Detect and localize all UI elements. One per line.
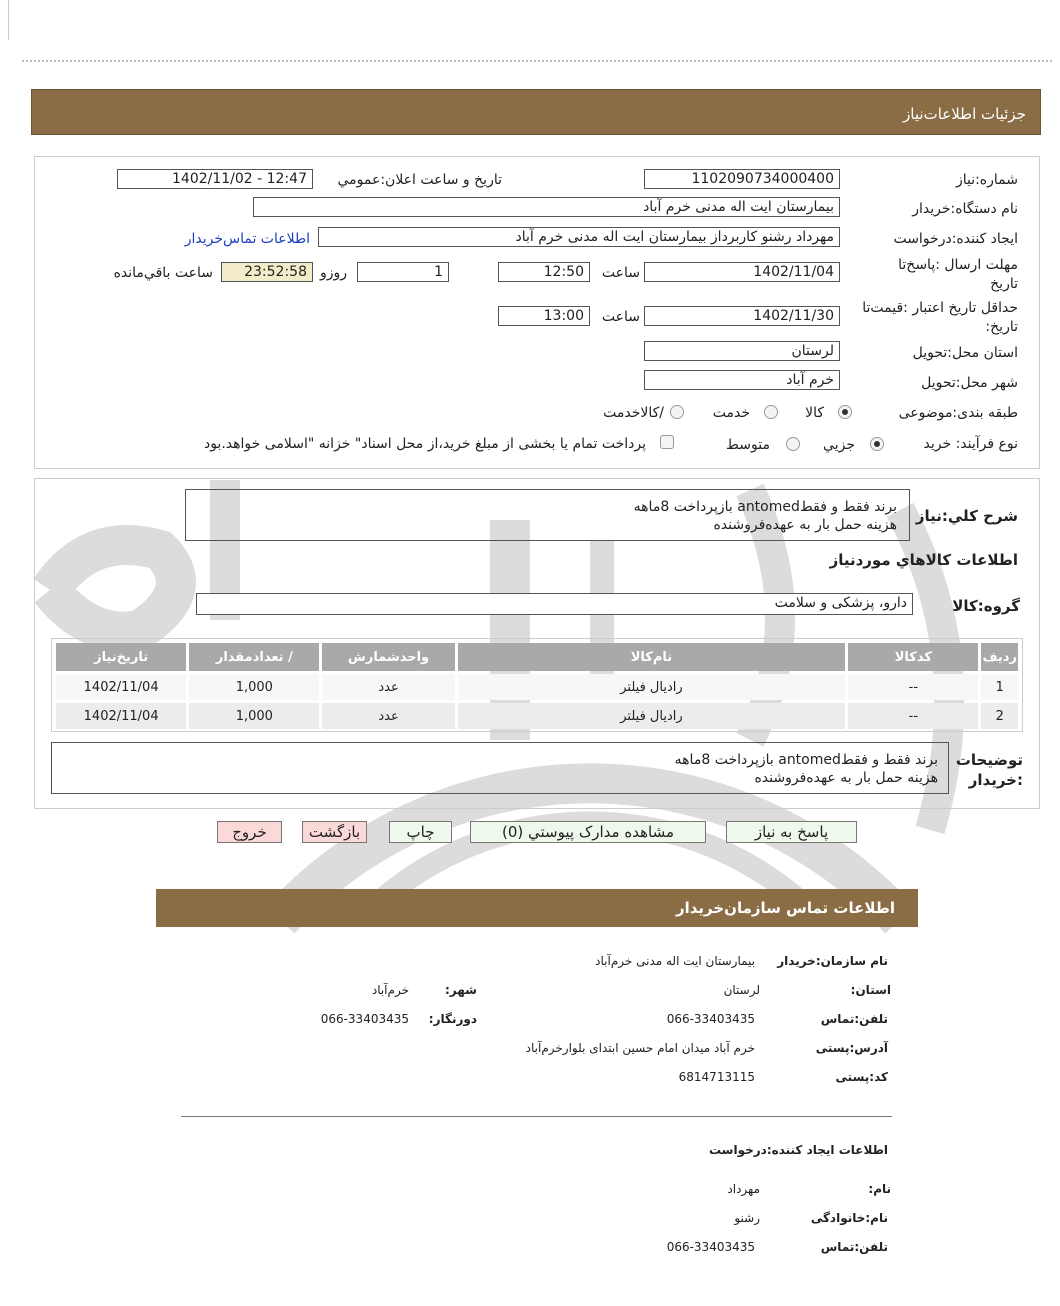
table-row	[56, 674, 1018, 700]
page-header-title: جزئيات اطلاعات‌نیاز	[903, 105, 1026, 123]
cell-item-code: --	[908, 679, 919, 695]
cell-unit: عدد	[378, 708, 399, 724]
need-number-label: شماره:نیاز	[955, 172, 1018, 188]
buyer-notes-label: توضیحات	[955, 751, 1023, 769]
contact-address-label: آدرس:پستی	[815, 1041, 888, 1055]
cell-quantity: 1,000	[235, 708, 273, 724]
creator-last-name-label: نام:خانوادگی	[810, 1211, 888, 1225]
remaining-label: ساعت باقي‌مانده	[113, 265, 213, 281]
deadline-hour-label: ساعت	[601, 265, 640, 281]
general-desc-box	[185, 489, 910, 541]
cell-item-name: رادیال فیلتر	[620, 708, 683, 724]
buyer-org-field: بیمارستان ایت اله مدنی خرم آباد	[253, 197, 840, 217]
general-desc-label: شرح کلي:نیاز	[915, 507, 1018, 525]
process-medium-radio[interactable]	[786, 437, 800, 451]
cell-item-code: --	[908, 708, 919, 724]
contact-fax-label: دورنگار:	[428, 1012, 477, 1026]
col-row-number: ردیف	[981, 643, 1018, 671]
back-button[interactable]: بازگشت	[302, 821, 367, 843]
category-label: طبقه بندی:موضوعی	[898, 405, 1018, 421]
cell-unit: عدد	[378, 679, 399, 695]
days-label: روزو	[319, 265, 347, 281]
goods-group-label: گروه:کالا	[952, 597, 1020, 615]
buyer-notes-label-line2: :خریدار	[968, 771, 1023, 789]
cell-row-number: 2	[995, 708, 1004, 724]
print-button[interactable]: چاپ	[389, 821, 452, 843]
contact-org-label: نام سازمان:خریدار	[777, 954, 888, 968]
process-partial-radio[interactable]	[870, 437, 884, 451]
buyer-notes-line2: هزینه حمل بار به عهده‌فروشنده	[754, 770, 938, 786]
deadline-date-field: 1402/11/04	[644, 262, 840, 282]
creator-info-title: اطلاعات ایجاد کننده:درخواست	[708, 1143, 888, 1157]
validity-label-line2: تاریخ:	[985, 319, 1018, 335]
table-row	[56, 703, 1018, 729]
process-partial-label: جزيي	[823, 437, 855, 453]
buyer-org-label: نام دستگاه:خریدار	[912, 201, 1018, 217]
validity-hour-label: ساعت	[601, 309, 640, 325]
cell-item-name: رادیال فیلتر	[620, 679, 683, 695]
buyer-notes-box	[51, 742, 949, 794]
contact-divider	[181, 1116, 892, 1117]
category-both-label: /کالاخدمت	[603, 405, 664, 421]
cell-need-date: 1402/11/04	[83, 708, 159, 724]
goods-table	[53, 640, 1021, 732]
attachments-button[interactable]: مشاهده مدارک پیوستي (0)	[470, 821, 706, 843]
contact-fax-value: 066-33403435	[320, 1012, 409, 1026]
contact-address-value: خرم آباد میدان امام حسین ابتدای بلوارخرم‌آباد	[525, 1041, 755, 1055]
top-dotted-divider	[22, 60, 1052, 62]
contact-postal-label: کد:پستی	[835, 1070, 888, 1084]
validity-label: حداقل تاریخ اعتبار :قیمت‌تا	[862, 300, 1018, 316]
col-unit: واحدشمارش	[322, 643, 454, 671]
city-label: شهر محل:تحویل	[921, 375, 1018, 391]
treasury-note: پرداخت تمام یا بخشی از مبلغ خرید،از محل اسناد" خزانه "اسلامی خواهد.بود	[203, 436, 646, 452]
cell-need-date: 1402/11/04	[83, 679, 159, 695]
creator-label: ایجاد کننده:درخواست	[893, 231, 1018, 247]
contact-header-title: اطلاعات تماس سازمان‌خریدار	[675, 899, 895, 917]
days-field: 1	[357, 262, 449, 282]
province-label: استان محل:تحویل	[912, 345, 1018, 361]
category-goods-label: کالا	[805, 405, 824, 421]
creator-first-name-value: مهرداد	[727, 1182, 760, 1196]
creator-field: مهرداد رشنو کاربرداز بیمارستان ایت اله مدنی خرم آباد	[318, 227, 840, 247]
contact-province-label: استان:	[850, 983, 891, 997]
reply-button[interactable]: پاسخ به نیاز	[726, 821, 857, 843]
remaining-time-field: 23:52:58	[221, 262, 313, 282]
contact-province-value: لرستان	[723, 983, 760, 997]
buyer-contact-link[interactable]: اطلاعات تماس‌خریدار	[184, 231, 310, 247]
category-service-radio[interactable]	[764, 405, 778, 419]
announce-label: تاریخ و ساعت اعلان:عمومي	[337, 172, 502, 188]
creator-last-name-value: رشنو	[734, 1211, 760, 1225]
contact-org-value: بیمارستان ایت اله مدنی خرم‌آباد	[595, 954, 755, 968]
creator-phone-label: تلفن:تماس	[820, 1240, 888, 1254]
contact-phone-label: تلفن:تماس	[820, 1012, 888, 1026]
exit-button[interactable]: خروج	[217, 821, 282, 843]
cell-row-number: 1	[995, 679, 1004, 695]
contact-phone-value: 066-33403435	[666, 1012, 755, 1026]
need-number-field: 1102090734000400	[644, 169, 840, 189]
col-item-name: نام‌کالا	[458, 643, 846, 671]
category-both-radio[interactable]	[670, 405, 684, 419]
province-field: لرستان	[644, 341, 840, 361]
goods-group-field: دارو، پزشکی و سلامت	[196, 593, 913, 615]
process-label: نوع فرآیند: خرید	[923, 436, 1018, 452]
contact-city-label: شهر:	[445, 983, 477, 997]
col-need-date: تاریخ‌نیاز	[56, 643, 186, 671]
buyer-notes-line1: برند فقط و فقطantomed بازپرداخت 8ماهه	[674, 752, 938, 768]
col-item-code: کدکالا	[848, 643, 978, 671]
announce-field: 1402/11/02 - 12:47	[117, 169, 313, 189]
general-desc-line1: برند فقط و فقطantomed بازپرداخت 8ماهه	[633, 499, 897, 515]
contact-postal-value: 6814713115	[678, 1070, 755, 1084]
deadline-label-line2: تاریخ	[990, 276, 1018, 292]
treasury-checkbox[interactable]	[660, 435, 674, 449]
general-desc-line2: هزینه حمل بار به عهده‌فروشنده	[713, 517, 897, 533]
cell-quantity: 1,000	[235, 679, 273, 695]
left-border-line	[8, 0, 9, 40]
validity-date-field: 1402/11/30	[644, 306, 840, 326]
category-goods-radio[interactable]	[838, 405, 852, 419]
col-quantity: / تعدادمقدار	[189, 643, 319, 671]
city-field: خرم آباد	[644, 370, 840, 390]
page-header-bar	[31, 89, 1041, 135]
contact-city-value: خرم‌آباد	[371, 983, 409, 997]
validity-time-field: 13:00	[498, 306, 590, 326]
process-medium-label: متوسط	[726, 437, 770, 453]
category-service-label: خدمت	[712, 405, 750, 421]
deadline-label: مهلت ارسال :پاسخ‌تا	[898, 257, 1018, 273]
goods-info-title: اطلاعات کالاهاي موردنیاز	[829, 551, 1018, 569]
deadline-time-field: 12:50	[498, 262, 590, 282]
creator-first-name-label: نام:	[868, 1182, 891, 1196]
creator-phone-value: 066-33403435	[666, 1240, 755, 1254]
